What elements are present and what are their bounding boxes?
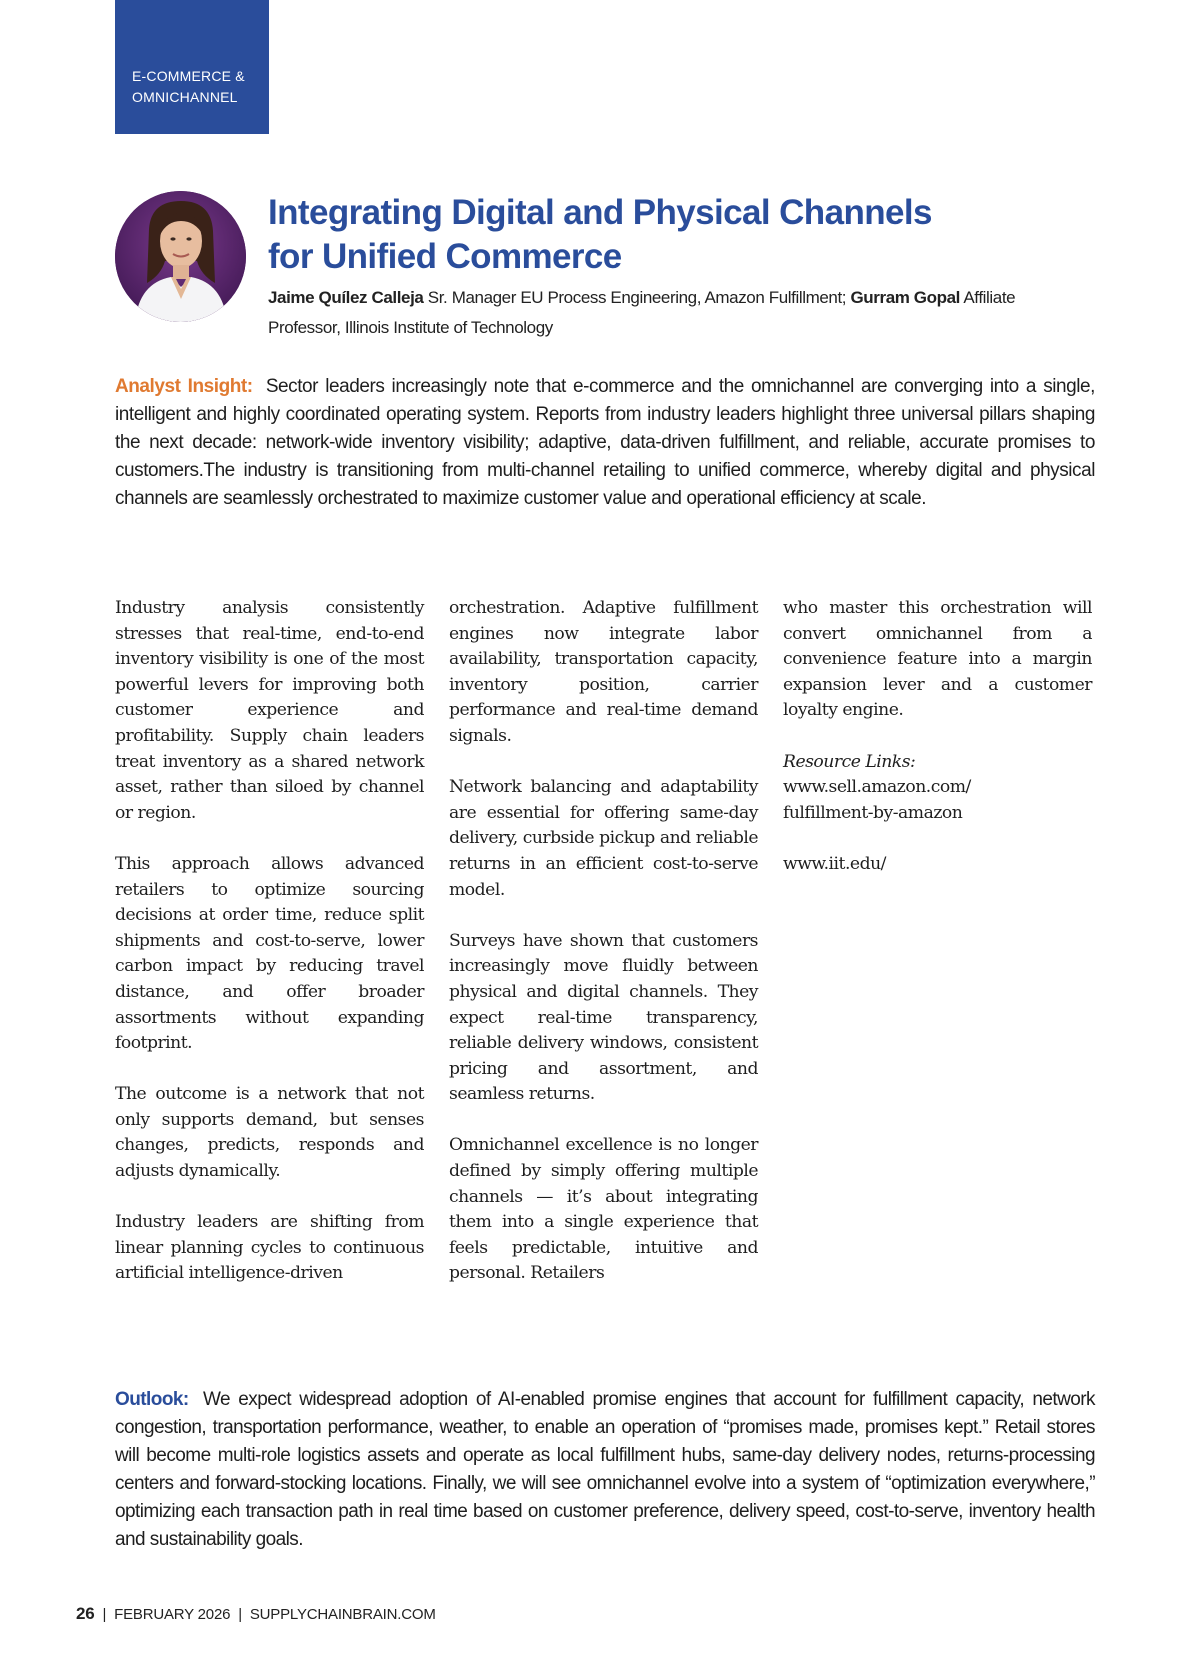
body-paragraph: Industry leaders are shifting from linear planning cycles to continuous artificial intelligence-driven — [115, 1212, 424, 1284]
outlook-label: Outlook: — [115, 1389, 189, 1410]
site-name[interactable]: SUPPLYCHAINBRAIN.COM — [249, 1606, 436, 1623]
body-paragraph: who master this orchestration will convert omnichannel from a convenience feature into a margin expansion lever and a customer loyalty engine. — [783, 598, 1092, 721]
body-paragraph: Surveys have shown that customers increasingly move fluidly between physical and digital channels. They expect real-time transparency, reliable delivery windows, consistent pricing and assortment, and seamless returns. — [449, 930, 758, 1105]
body-column-3 — [783, 596, 1092, 878]
body-paragraph: Industry analysis consistently stresses that real-time, end-to-end inventory visibility is one of the most powerful levers for improving both customer experience and profitability. Supply chain leaders treat inventory as a shared network asset, rather than siloed by channel or region. — [115, 598, 424, 823]
author-1-role: Sr. Manager EU Process Engineering, Amazon Fulfillment; — [427, 288, 847, 307]
analyst-insight — [115, 373, 1095, 513]
amazon-fulfillment-link-line-1[interactable]: www.sell.amazon.com/ — [783, 777, 971, 798]
page-footer — [76, 1604, 436, 1624]
author-photo — [115, 191, 246, 322]
section-tag-line-2: OMNICHANNEL — [132, 89, 238, 105]
article-title-line-2: for Unified Commerce — [268, 237, 622, 276]
resource-links-label: Resource Links: — [783, 751, 916, 772]
footer-separator: | — [238, 1606, 242, 1623]
footer-separator: | — [102, 1606, 107, 1623]
analyst-insight-label: Analyst Insight: — [115, 376, 253, 397]
amazon-fulfillment-link-line-2[interactable]: fulfillment-by-amazon — [783, 802, 963, 823]
body-paragraph: orchestration. Adaptive fulfillment engines now integrate labor availability, transportation capacity, inventory position, carrier performance and real-time demand signals. — [449, 598, 758, 746]
iit-link[interactable]: www.iit.edu/ — [783, 853, 886, 874]
page-number: 26 — [76, 1604, 95, 1623]
analyst-insight-text: Sector leaders increasingly note that e-commerce and the omnichannel are converging into a single, intelligent and highly coordinated operating system. Reports from industry leaders highlight three universal pillars shaping the next decade: network-wide inventory visibility; adaptive, data-driven fulfillment, and reliable, accurate promises to customers.The industry is transitioning from multi-channel retailing to unified commerce, whereby digital and physical channels are seamlessly orchestrated to maximize customer value and operational efficiency at scale. — [115, 376, 1095, 509]
author-byline — [268, 283, 1068, 343]
body-column-1 — [115, 596, 424, 1313]
body-column-2 — [449, 596, 758, 1313]
article-title-line-1: Integrating Digital and Physical Channels — [268, 193, 932, 232]
article-title — [268, 191, 1068, 279]
article-body — [115, 596, 1095, 1296]
body-paragraph: The outcome is a network that not only supports demand, but senses changes, predicts, responds and adjusts dynamically. — [115, 1084, 424, 1182]
section-tag-line-1: E-COMMERCE & — [132, 68, 245, 84]
author-2-role: Affiliate Professor, Illinois Institute of Technology — [268, 288, 1016, 337]
author-portrait-image — [115, 191, 246, 322]
body-paragraph: Network balancing and adaptability are essential for offering same-day delivery, curbside pickup and reliable returns in an efficient cost-to-serve model. — [449, 777, 758, 900]
body-paragraph: Omnichannel excellence is no longer defined by simply offering multiple channels — it’s about integrating them into a single experience that feels predictable, intuitive and personal. Retailers — [449, 1135, 758, 1284]
body-paragraph: This approach allows advanced retailers to optimize sourcing decisions at order time, reduce split shipments and cost-to-serve, lower carbon impact by reducing travel distance, and offer broader assortments without expanding footprint. — [115, 853, 424, 1054]
author-2-name: Gurram Gopal — [850, 288, 960, 307]
issue-date: FEBRUARY 2026 — [114, 1606, 231, 1623]
section-tag — [115, 0, 269, 134]
author-1-name: Jaime Quílez Calleja — [268, 288, 424, 307]
outlook-text: We expect widespread adoption of AI-enabled promise engines that account for fulfillment capacity, network congestion, transportation performance, weather, to enable an operation of “promises made, promises kept.” Retail stores will become multi-role logistics assets and operate as local fulfillment hubs, same-day delivery nodes, returns-processing centers and forward-stocking locations. Finally, we will see omnichannel evolve into a system of “optimization everywhere,” optimizing each transaction path in real time based on customer preference, delivery speed, cost-to-serve, inventory health and sustainability goals. — [115, 1389, 1095, 1550]
outlook-section — [115, 1386, 1095, 1554]
